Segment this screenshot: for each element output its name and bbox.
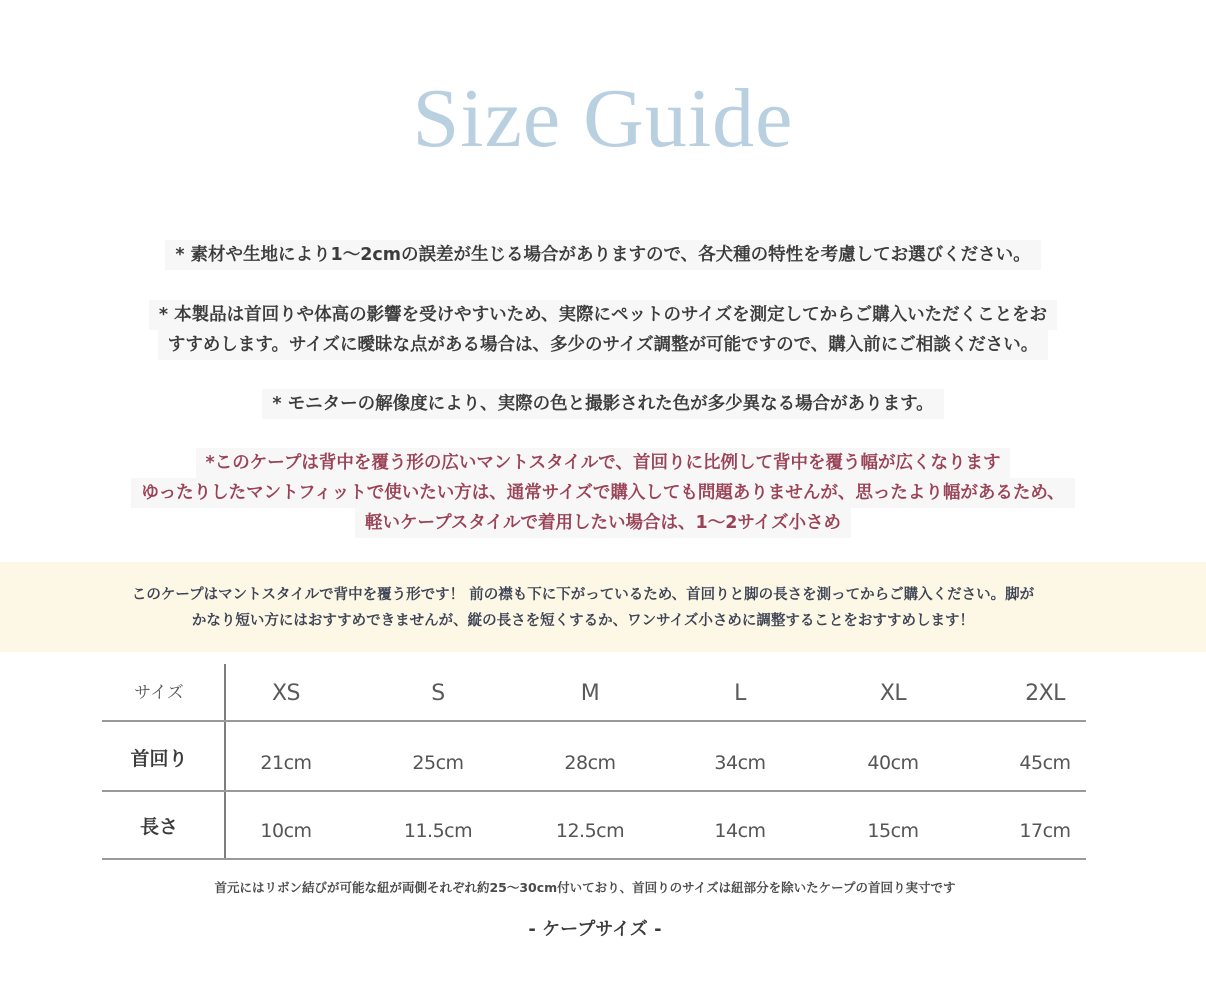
note-cape-fit <box>0 448 1206 538</box>
ribbon-footnote: 首元にはリボン結びが可能な紐が両側それぞれ約25〜30cm付いており、首回りのサイズは紐部分を除いたケープの首回り実寸です <box>214 880 956 895</box>
length-cell: 14cm <box>714 820 766 842</box>
size-header-cell: S <box>431 681 445 706</box>
note-measure-before-purchase <box>0 300 1206 360</box>
size-header-label: サイズ <box>134 683 184 703</box>
cape-notice-line2: かなり短い方にはおすすめできませんが、縦の長さを短くするか、ワンサイズ小さめに調整することをおすすめします！ <box>191 613 975 629</box>
note-measure-line2: すすめします。サイズに曖昧な点がある場合は、多少のサイズ調整が可能ですので、購入前にご相談ください。 <box>158 330 1049 360</box>
neck-cell: 40cm <box>867 752 919 774</box>
note-cape-fit-line2: ゆったりしたマントフィットで使いたい方は、通常サイズで購入しても問題ありませんが、思ったより幅があるため、 <box>131 478 1074 508</box>
neck-cell: 28cm <box>564 752 616 774</box>
note-material-tolerance <box>0 240 1206 270</box>
cape-notice-line1: このケープはマントスタイルで背中を覆う形です！ 前の襟も下に下がっているため、首回りと脚の長さを測ってからご購入ください。脚が <box>131 587 1035 603</box>
table-row-divider <box>102 790 1086 792</box>
table-header-divider <box>102 720 1086 722</box>
length-cell: 17cm <box>1019 820 1071 842</box>
length-cell: 10cm <box>260 820 312 842</box>
length-row-label: 長さ <box>139 816 178 838</box>
neck-cell: 21cm <box>260 752 312 774</box>
table-bottom-divider <box>102 858 1086 860</box>
length-cell: 12.5cm <box>555 820 625 842</box>
note-cape-fit-line1: *このケープは背中を覆う形の広いマントスタイルで、首回りに比例して背中を覆う幅が広くなります <box>196 448 1011 478</box>
length-cell: 11.5cm <box>403 820 473 842</box>
size-header-cell: M <box>580 681 600 706</box>
note-measure-line1: * 本製品は首回りや体高の影響を受けやすいため、実際にペットのサイズを測定してからご購入いただくことをお <box>149 300 1057 330</box>
note-cape-fit-line3: 軽いケープスタイルで着用したい場合は、1〜2サイズ小さめ <box>355 508 851 538</box>
note-monitor-color-text: * モニターの解像度により、実際の色と撮影された色が多少異なる場合があります。 <box>262 389 943 419</box>
size-header-cell: XL <box>879 681 907 706</box>
size-header-cell: L <box>734 681 746 706</box>
note-material-tolerance-text: * 素材や生地により1〜2cmの誤差が生じる場合がありますので、各犬種の特性を考慮してお選びください。 <box>165 240 1040 270</box>
length-cell: 15cm <box>867 820 919 842</box>
page-title: Size Guide <box>412 72 794 165</box>
note-monitor-color <box>0 389 1206 419</box>
neck-cell: 45cm <box>1019 752 1071 774</box>
size-header-cell: XS <box>271 681 301 706</box>
cape-size-caption: - ケープサイズ - <box>528 919 662 940</box>
size-header-cell: 2XL <box>1025 681 1065 706</box>
neck-row-label: 首回り <box>130 748 188 770</box>
cape-notice-text <box>0 582 1166 634</box>
neck-cell: 25cm <box>412 752 464 774</box>
neck-cell: 34cm <box>714 752 766 774</box>
